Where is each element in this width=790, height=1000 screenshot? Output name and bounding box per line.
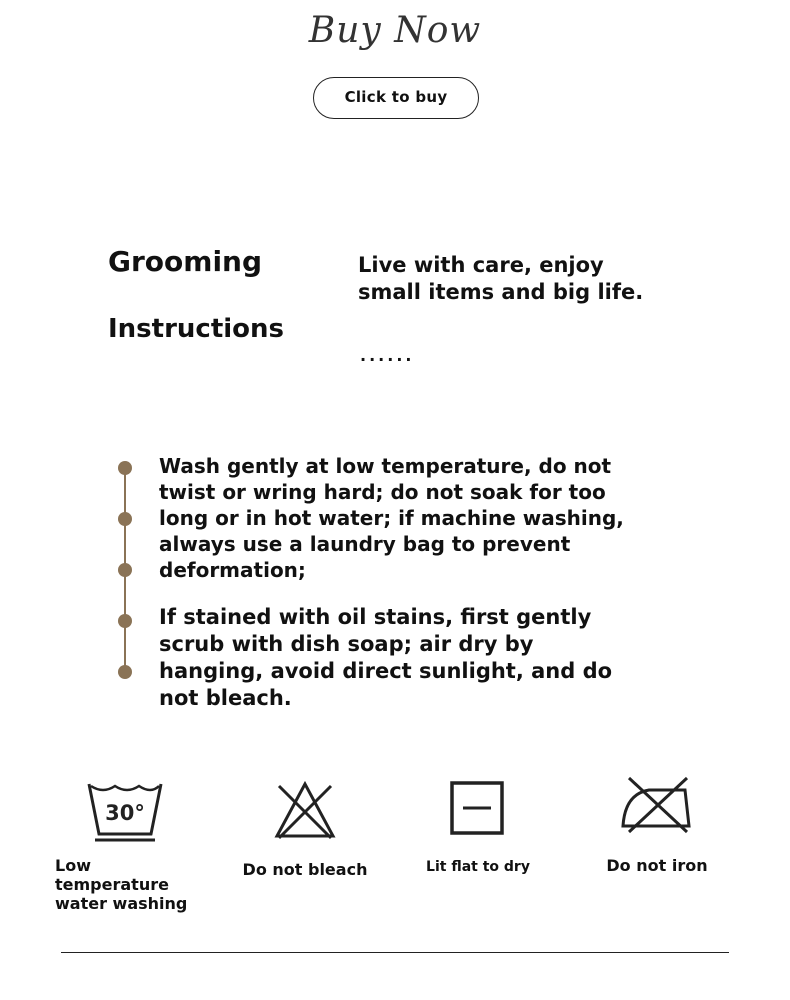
wash-label: Low temperature water washing	[55, 856, 188, 913]
no-bleach-icon	[273, 780, 337, 842]
heading-instructions: Instructions	[108, 314, 285, 344]
bleach-label: Do not bleach	[242, 860, 368, 879]
wash-symbol	[40, 780, 210, 913]
timeline-dot	[118, 512, 132, 526]
dry-flat-icon	[448, 780, 508, 838]
heading-grooming: Grooming	[108, 245, 263, 278]
click-to-buy-button[interactable]: Click to buy	[313, 77, 479, 119]
wash-basin-icon	[85, 780, 165, 842]
dry-symbol	[412, 780, 544, 877]
bottom-divider	[61, 952, 729, 953]
ellipsis: ......	[360, 346, 415, 365]
dry-label: Lit flat to dry	[426, 859, 530, 875]
timeline-dot	[118, 614, 132, 628]
no-iron-icon	[621, 774, 693, 836]
iron-symbol	[592, 774, 722, 875]
timeline-dot	[118, 461, 132, 475]
buy-now-title: Buy Now	[308, 10, 482, 51]
care-paragraph-washing: Wash gently at low temperature, do not twist or wring hard; do not soak for too long or in hot water; if machine washing, always use a laundry bag to prevent deformation;	[159, 454, 624, 582]
timeline-decoration	[118, 460, 132, 680]
care-paragraph-stains: If stained with oil stains, first gently scrub with dish soap; air dry by hanging, avoid direct sunlight, and do not bleach.	[159, 605, 613, 710]
bleach-symbol	[230, 780, 380, 879]
iron-label: Do not iron	[606, 856, 708, 875]
tagline: Live with care, enjoy small items and big life.	[358, 253, 644, 304]
timeline-dot	[118, 563, 132, 577]
wash-temp-label: 30°	[105, 801, 145, 825]
timeline-dot	[118, 665, 132, 679]
